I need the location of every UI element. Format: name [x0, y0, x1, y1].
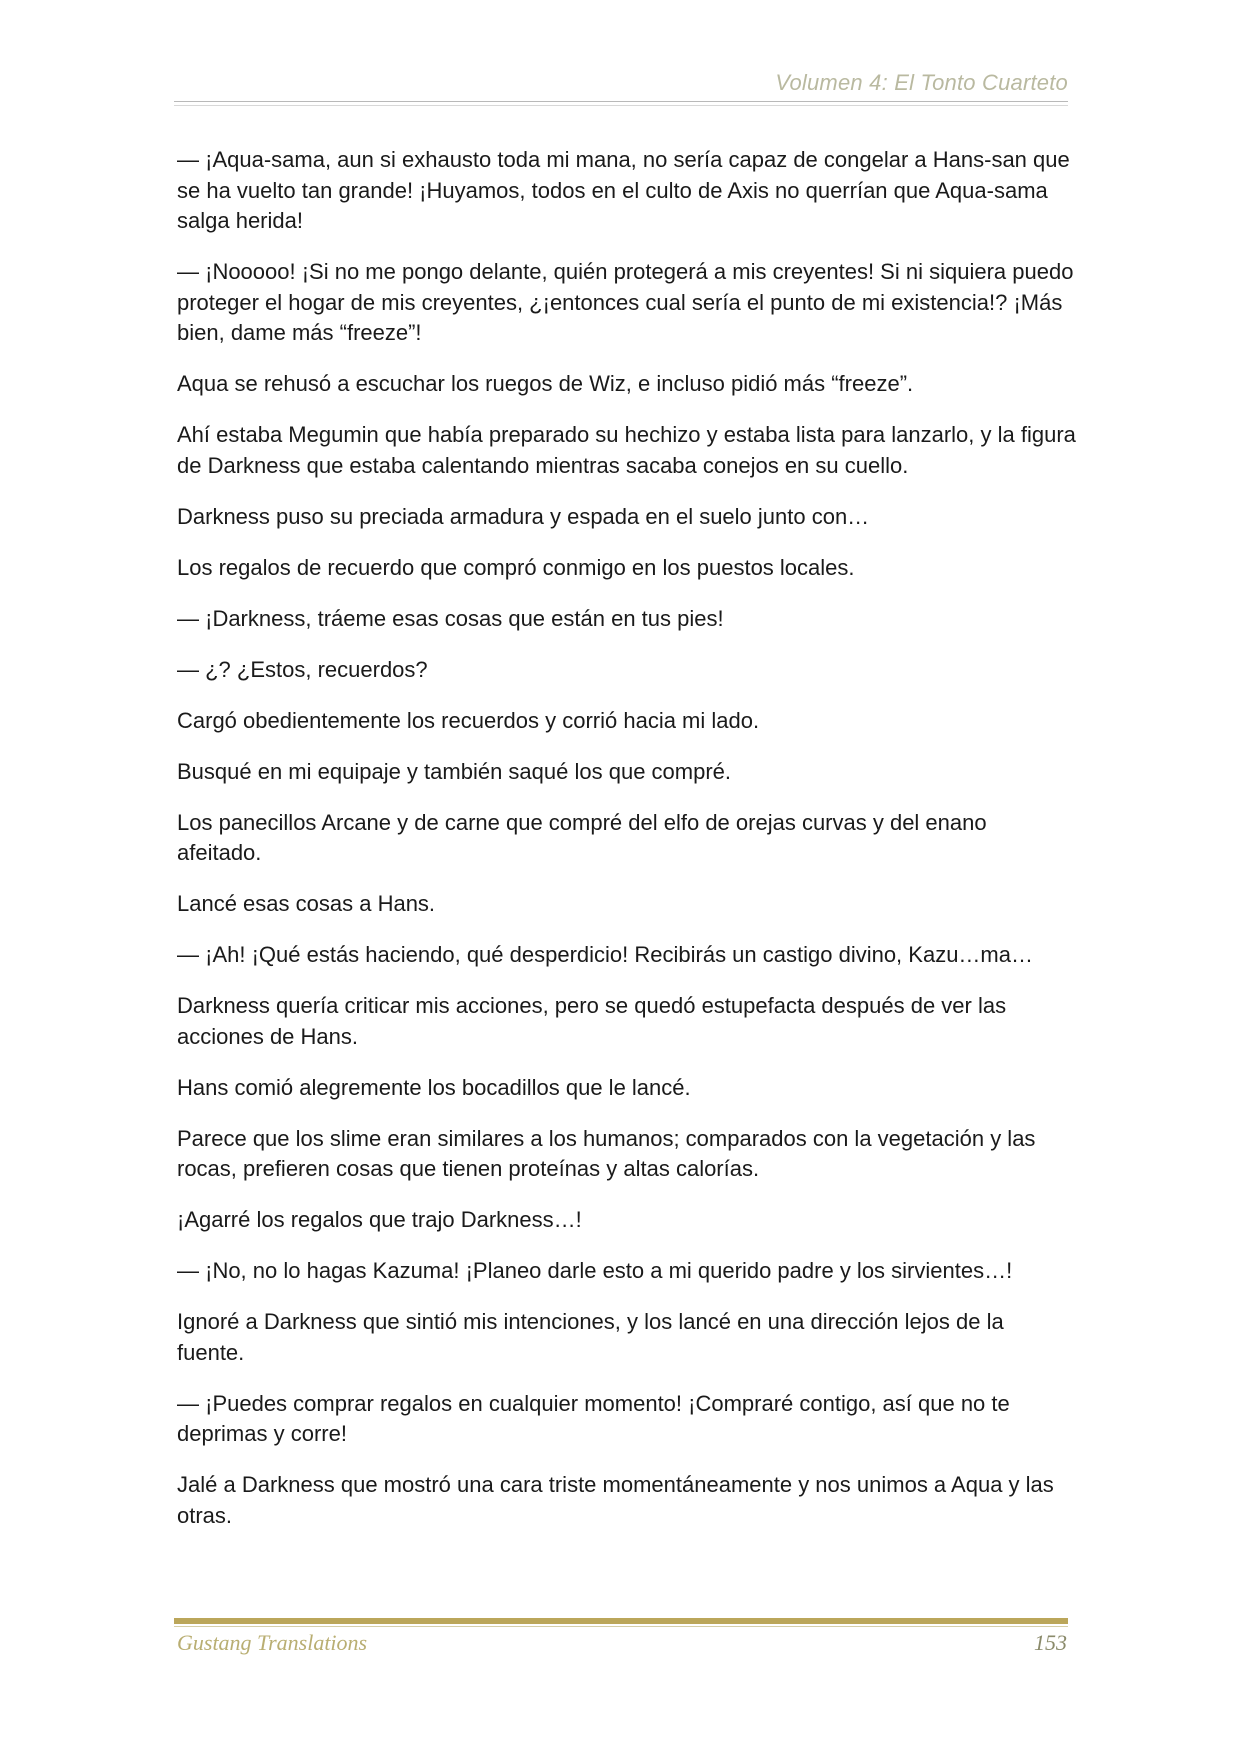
running-header-title: Volumen 4: El Tonto Cuarteto [775, 70, 1068, 95]
paragraph: Hans comió alegremente los bocadillos que le lancé. [177, 1074, 691, 1100]
paragraph: — ¿? ¿Estos, recuerdos? [177, 656, 428, 682]
paragraph: Parece que los slime eran similares a los humanos; comparados con la vegetación y las rocas, prefieren cosas que tienen proteínas y altas calorías. [177, 1125, 1036, 1181]
paragraph: — ¡Puedes comprar regalos en cualquier momento! ¡Compraré contigo, así que no te deprimas y corre! [177, 1390, 1010, 1446]
paragraph: Darkness puso su preciada armadura y espada en el suelo junto con… [177, 503, 870, 529]
paragraph: Jalé a Darkness que mostró una cara triste momentáneamente y nos unimos a Aqua y las otras. [177, 1472, 1054, 1528]
footer-credit: Gustang Translations [177, 1630, 368, 1655]
paragraph: — ¡No, no lo hagas Kazuma! ¡Planeo darle esto a mi querido padre y los sirvientes…! [177, 1258, 1013, 1283]
paragraph: Lancé esas cosas a Hans. [177, 891, 436, 916]
paragraph: Los panecillos Arcane y de carne que compré del elfo de orejas curvas y del enano afeitado. [177, 809, 987, 865]
paragraph: Aqua se rehusó a escuchar los ruegos de Wiz, e incluso pidió más “freeze”. [177, 371, 914, 396]
header-divider [174, 101, 1068, 102]
paragraph: Cargó obedientemente los recuerdos y corrió hacia mi lado. [177, 707, 760, 733]
paragraph: Los regalos de recuerdo que compró conmigo en los puestos locales. [177, 554, 855, 580]
header-divider-secondary [174, 105, 1068, 106]
paragraph: — ¡Ah! ¡Qué estás haciendo, qué desperdicio! Recibirás un castigo divino, Kazu…ma… [177, 942, 1033, 967]
paragraph: Ignoré a Darkness que sintió mis intenciones, y los lancé en una dirección lejos de la fuente. [177, 1309, 1004, 1365]
paragraph: Darkness quería criticar mis acciones, pero se quedó estupefacta después de ver las acciones de Hans. [177, 993, 1007, 1049]
paragraph: — ¡Darkness, tráeme esas cosas que están en tus pies! [177, 605, 724, 631]
body-text [177, 145, 1077, 1552]
paragraph: ¡Agarré los regalos que trajo Darkness…! [177, 1207, 582, 1232]
paragraph: Busqué en mi equipaje y también saqué los que compré. [177, 758, 732, 784]
page-number: 153 [1034, 1630, 1067, 1655]
footer-divider [174, 1618, 1068, 1624]
paragraph: — ¡Nooooo! ¡Si no me pongo delante, quién protegerá a mis creyentes! Si ni siquiera puedo proteger el hogar de mis creyentes, ¿¡entonces cual sería el punto de mi existencia!? ¡Más bien, dame más “freeze”! [177, 259, 1074, 345]
paragraph: — ¡Aqua-sama, aun si exhausto toda mi mana, no sería capaz de congelar a Hans-san que se ha vuelto tan grande! ¡Huyamos, todos en el culto de Axis no querrían que Aqua-sama salga herida! [177, 147, 1070, 233]
paragraph: Ahí estaba Megumin que había preparado su hechizo y estaba lista para lanzarlo, y la figura de Darkness que estaba calentando mientras sacaba conejos en su cuello. [177, 422, 1076, 478]
footer-divider-secondary [174, 1626, 1068, 1627]
